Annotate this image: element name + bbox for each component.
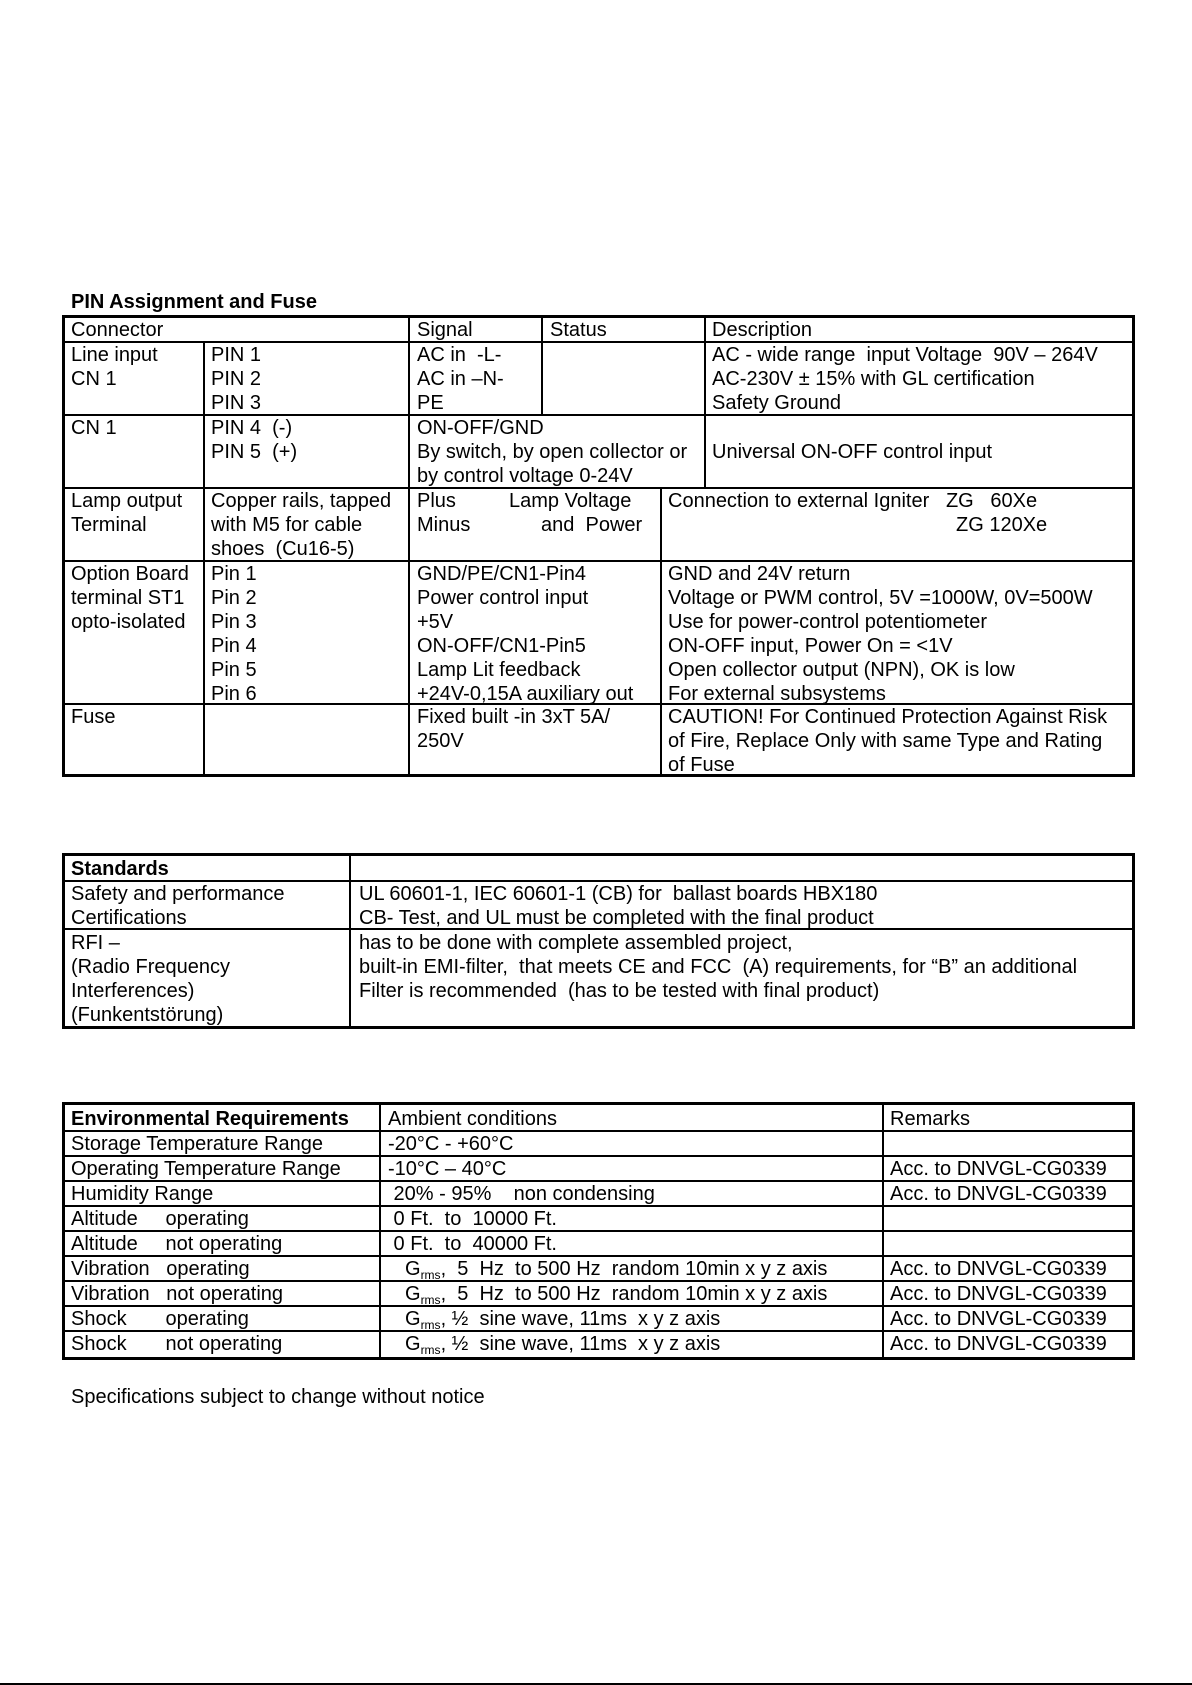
lamp-signal-plus: Plus [417,490,456,512]
fuse-connector: Fuse [71,706,116,728]
fuse-signal-1: Fixed built -in 3xT 5A/ [417,706,611,728]
option-signal-5: Lamp Lit feedback [417,659,581,681]
env-row-7-req: Shock operating [71,1308,249,1330]
line-input-desc-2: AC-230V ± 15% with GL certification [712,368,1035,390]
grms-subscript: rms [420,1268,441,1282]
env-row-5-cond: $G_{rms}$, 5 Hz to 500 Hz random 10min x y z axis [405,1258,828,1282]
safety-value-1: UL 60601-1, IEC 60601-1 (CB) for ballast boards HBX180 [359,883,878,905]
rfi-value-1: has to be done with complete assembled project, [359,932,793,954]
option-desc-3: Use for power-control potentiometer [668,611,988,633]
grms-symbol: G [405,1283,421,1305]
safety-value-2: CB- Test, and UL must be completed with the final product [359,907,874,929]
option-pin-3: Pin 3 [211,611,257,633]
env-row-4-cond: 0 Ft. to 40000 Ft. [388,1233,557,1255]
grms-subscript: rms [420,1343,441,1357]
line-input-signal-3: PE [417,392,444,414]
grms-subscript: rms [420,1293,441,1307]
option-connector-1: Option Board [71,563,189,585]
env-header-requirement: Environmental Requirements [71,1108,349,1130]
fuse-desc-2: of Fire, Replace Only with same Type and Rating [668,730,1103,752]
footnote: Specifications subject to change without notice [71,1386,485,1408]
option-desc-4: ON-OFF input, Power On = <1V [668,635,953,657]
line-input-signal-2: AC in –N- [417,368,504,390]
env-row-7-cond: $G_{rms}$, ½ sine wave, 11ms x y z axis [405,1308,721,1332]
env-row-2-rem: Acc. to DNVGL-CG0339 [890,1183,1107,1205]
header-signal: Signal [417,319,473,341]
option-pin-5: Pin 5 [211,659,257,681]
option-pin-2: Pin 2 [211,587,257,609]
option-signal-6: +24V-0,15A auxiliary out [417,683,634,705]
env-row-1-req: Operating Temperature Range [71,1158,341,1180]
line-input-pin-3: PIN 3 [211,392,262,414]
env-row-8-rem: Acc. to DNVGL-CG0339 [890,1333,1107,1355]
lamp-connector-1: Lamp output [71,490,183,512]
lamp-signal-minus: Minus [417,514,471,536]
option-signal-3: +5V [417,611,454,633]
option-desc-5: Open collector output (NPN), OK is low [668,659,1015,681]
env-row-4-req: Altitude not operating [71,1233,283,1255]
grms-subscript: rms [420,1318,441,1332]
option-connector-2: terminal ST1 [71,587,185,609]
env-row-3-cond: 0 Ft. to 10000 Ft. [388,1208,557,1230]
lamp-connector-2: Terminal [71,514,147,536]
env-row-2-cond: 20% - 95% non condensing [388,1183,655,1205]
cn1-signal-1: ON-OFF/GND [417,417,544,439]
line-input-signal-1: AC in -L- [417,344,502,366]
rfi-value-2: built-in EMI-filter, that meets CE and FCC (A) requirements, for “B” an additional [359,956,1078,978]
lamp-pins-2: with M5 for cable [211,514,363,536]
env-row-6-req: Vibration not operating [71,1283,284,1305]
cn1-signal-2: By switch, by open collector or [417,441,688,463]
env-row-6-rem: Acc. to DNVGL-CG0339 [890,1283,1107,1305]
env-row-6-cond: $G_{rms}$, 5 Hz to 500 Hz random 10min x y z axis [405,1283,828,1307]
line-input-desc-3: Safety Ground [712,392,841,414]
env-row-7-rem: Acc. to DNVGL-CG0339 [890,1308,1107,1330]
line-input-desc-1: AC - wide range input Voltage 90V – 264V [712,344,1098,366]
rfi-value-3: Filter is recommended (has to be tested with final product) [359,980,880,1002]
env-row-1-cond: -10°C – 40°C [388,1158,507,1180]
env-row-8-cond: $G_{rms}$, ½ sine wave, 11ms x y z axis [405,1333,721,1357]
fuse-desc-3: of Fuse [668,754,735,776]
lamp-pins-1: Copper rails, tapped [211,490,392,512]
lamp-desc-1: Connection to external Igniter ZG 60Xe [668,490,1038,512]
env-row-8-req: Shock not operating [71,1333,283,1355]
cn1-signal-3: by control voltage 0-24V [417,465,633,487]
header-connector: Connector [71,319,164,341]
env-row-5-rem: Acc. to DNVGL-CG0339 [890,1258,1107,1280]
option-pin-4: Pin 4 [211,635,257,657]
line-input-connector-2: CN 1 [71,368,117,390]
grms-symbol: G [405,1308,421,1330]
option-signal-1: GND/PE/CN1-Pin4 [417,563,586,585]
line-input-pin-1: PIN 1 [211,344,262,366]
env-row-2-req: Humidity Range [71,1183,214,1205]
grms-symbol: G [405,1333,421,1355]
option-desc-2: Voltage or PWM control, 5V =1000W, 0V=500W [668,587,1093,609]
rfi-label-1: RFI – [71,932,120,954]
safety-label-2: Certifications [71,907,187,929]
header-description: Description [712,319,813,341]
env-row-0-req: Storage Temperature Range [71,1133,324,1155]
option-pin-6: Pin 6 [211,683,257,705]
env-row-3-req: Altitude operating [71,1208,249,1230]
env-row-1-rem: Acc. to DNVGL-CG0339 [890,1158,1107,1180]
env-header-remarks: Remarks [890,1108,971,1130]
fuse-signal-2: 250V [417,730,464,752]
option-pin-1: Pin 1 [211,563,257,585]
fuse-desc-1: CAUTION! For Continued Protection Against Risk [668,706,1108,728]
line-input-connector-1: Line input [71,344,158,366]
grms-symbol: G [405,1258,421,1280]
pin-section-title: PIN Assignment and Fuse [71,291,317,313]
env-row-5-req: Vibration operating [71,1258,250,1280]
line-input-pin-2: PIN 2 [211,368,262,390]
cn1-description: Universal ON-OFF control input [712,441,993,463]
safety-label-1: Safety and performance [71,883,285,905]
env-row-0-cond: -20°C - +60°C [388,1133,514,1155]
rfi-label-3: Interferences) [71,980,195,1002]
option-signal-4: ON-OFF/CN1-Pin5 [417,635,586,657]
standards-header: Standards [71,858,169,880]
rfi-label-4: (Funkentstörung) [71,1004,224,1026]
lamp-signal-voltage: Lamp Voltage [509,490,632,512]
cn1-connector: CN 1 [71,417,117,439]
lamp-desc-2: ZG 120Xe [956,514,1048,536]
header-status: Status [550,319,607,341]
cn1-pin-4: PIN 4 (-) [211,417,293,439]
cn1-pin-5: PIN 5 (+) [211,441,298,463]
option-connector-3: opto-isolated [71,611,186,633]
option-signal-2: Power control input [417,587,589,609]
option-desc-1: GND and 24V return [668,563,851,585]
rfi-label-2: (Radio Frequency [71,956,230,978]
lamp-pins-3: shoes (Cu16-5) [211,538,355,560]
lamp-signal-power: and Power [541,514,643,536]
env-header-ambient: Ambient conditions [388,1108,557,1130]
option-desc-6: For external subsystems [668,683,886,705]
